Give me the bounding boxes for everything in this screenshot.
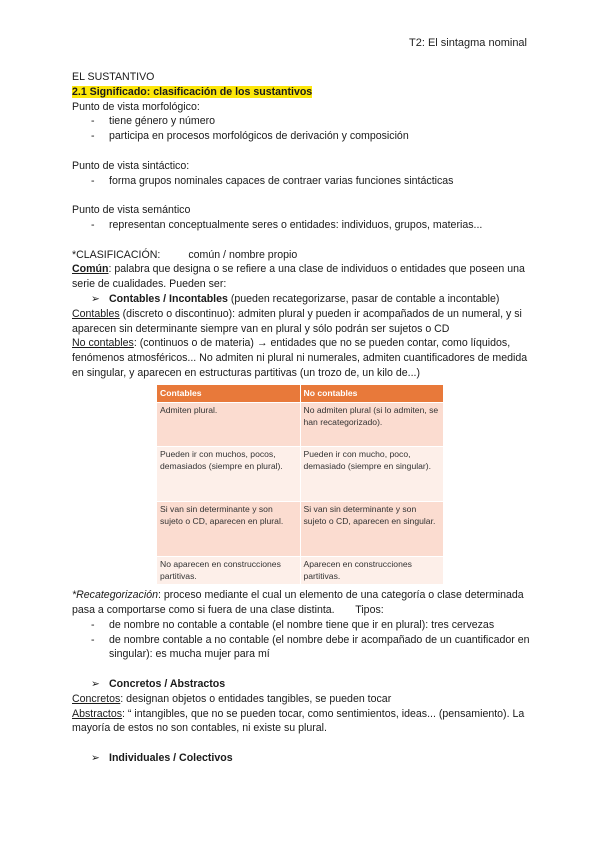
abstractos-term: Abstractos	[72, 707, 123, 720]
abstractos-definition: : “ intangibles, que no se pueden tocar, como sentimientos, ideas... (pensamiento). La mayoría de estos no son contables, ni existe su plural.	[72, 707, 525, 735]
concretos-heading: Concretos / Abstractos	[109, 678, 226, 691]
morph-list	[72, 114, 532, 144]
individuales-heading: Individuales / Colectivos	[109, 752, 233, 764]
table-cell: Aparecen en construcciones partitivas.	[300, 557, 444, 585]
concretos-definition: : designan objetos o entidades tangibles, se pueden tocar	[120, 692, 392, 705]
classification-line	[72, 248, 532, 263]
table-cell: Pueden ir con muchos, pocos, demasiados (siempre en plural).	[157, 447, 301, 502]
recategorizacion-definition: : proceso mediante el cual un elemento de una categoría o clase determinada pasa a comportarse como si fuera de una clase distinta.	[72, 589, 524, 617]
individuales-heading-line	[72, 751, 532, 766]
contables-note: (pueden recategorizarse, pasar de contable a incontable)	[227, 292, 500, 305]
sint-heading: Punto de vista sintáctico:	[72, 159, 190, 172]
concretos-paragraph	[72, 692, 532, 707]
classification-label: *CLASIFICACIÓN:	[72, 248, 161, 261]
table-row	[157, 502, 444, 557]
table-cell: Si van sin determinante y son sujeto o CD, aparecen en singular.	[300, 502, 444, 557]
nocontables-term: No contables	[72, 337, 134, 350]
table-cell: Admiten plural.	[157, 403, 301, 447]
contables-term: Contables	[72, 307, 120, 320]
concretos-heading-line	[72, 677, 532, 692]
contables-paragraph	[72, 307, 532, 337]
arrow-bullet-icon: ➢	[91, 678, 100, 691]
page-header-title: T2: El sintagma nominal	[409, 37, 527, 49]
comun-definition: : palabra que designa o se refiere a una clase de individuos o entidades que poseen una serie de cualidades. Pueden ser:	[72, 263, 525, 291]
arrow-bullet-icon: ➢	[91, 292, 100, 305]
contables-definition: (discreto o discontinuo): admiten plural y pueden ir acompañados de un numeral, y si aparecen sin determinante siempre van en plural y sólo podrán ser sujetos o CD	[72, 307, 522, 335]
sint-list	[72, 174, 532, 189]
classification-value: común / nombre propio	[188, 248, 298, 261]
list-item: - de nombre no contable a contable (el nombre tiene que ir en plural): tres cervezas	[91, 618, 532, 633]
list-item: - de nombre contable a no contable (el nombre debe ir acompañado de un cuantificador en singular): es mucha mujer para mí	[91, 633, 532, 663]
table-header-cell: Contables	[157, 384, 301, 403]
section-title: EL SUSTANTIVO	[72, 71, 155, 83]
contables-table	[156, 384, 444, 586]
contables-heading: Contables / Incontables	[109, 292, 228, 305]
table-row	[157, 557, 444, 585]
section-subtitle: 2.1 Significado: clasificación de los sustantivos	[72, 85, 313, 98]
table-cell: Si van sin determinante y son sujeto o CD, aparecen en plural.	[157, 502, 301, 557]
morph-heading: Punto de vista morfológico:	[72, 100, 200, 113]
nocontables-definition: : (continuos o de materia) → entidades que no se pueden contar, como líquidos, fenómenos atmosféricos... No admiten ni plural ni numerales, admiten cuantificadores de medida en singular, y aparecen en estructuras partitivas (un trozo de, un kilo de...)	[72, 337, 528, 379]
abstractos-paragraph	[72, 707, 532, 737]
table-cell: No aparecen en construcciones partitivas.	[157, 557, 301, 585]
list-item: - forma grupos nominales capaces de contraer varias funciones sintácticas	[91, 174, 532, 189]
document-body	[72, 70, 532, 766]
list-item: - representan conceptualmente seres o entidades: individuos, grupos, materias...	[91, 218, 532, 233]
recategorizacion-term: *Recategorización	[72, 589, 158, 602]
sem-list	[72, 218, 532, 233]
table-row	[157, 403, 444, 447]
table-header-cell: No contables	[300, 384, 444, 403]
table-cell: Pueden ir con mucho, poco, demasiado (siempre en singular).	[300, 447, 444, 502]
table-row	[157, 447, 444, 502]
recategorizacion-tipos: Tipos:	[355, 604, 384, 617]
recategorizacion-list	[72, 618, 532, 662]
comun-paragraph	[72, 262, 532, 292]
list-item: - tiene género y número	[91, 114, 532, 129]
nocontables-paragraph	[72, 336, 532, 380]
concretos-term: Concretos	[72, 692, 121, 705]
contables-heading-line	[72, 292, 532, 307]
list-item: - participa en procesos morfológicos de derivación y composición	[91, 129, 532, 144]
recategorizacion-paragraph	[72, 588, 532, 618]
comun-term: Común	[72, 263, 109, 276]
arrow-bullet-icon: ➢	[91, 752, 100, 764]
sem-heading: Punto de vista semántico	[72, 204, 191, 217]
table-cell: No admiten plural (si lo admiten, se han recategorizado).	[300, 403, 444, 447]
